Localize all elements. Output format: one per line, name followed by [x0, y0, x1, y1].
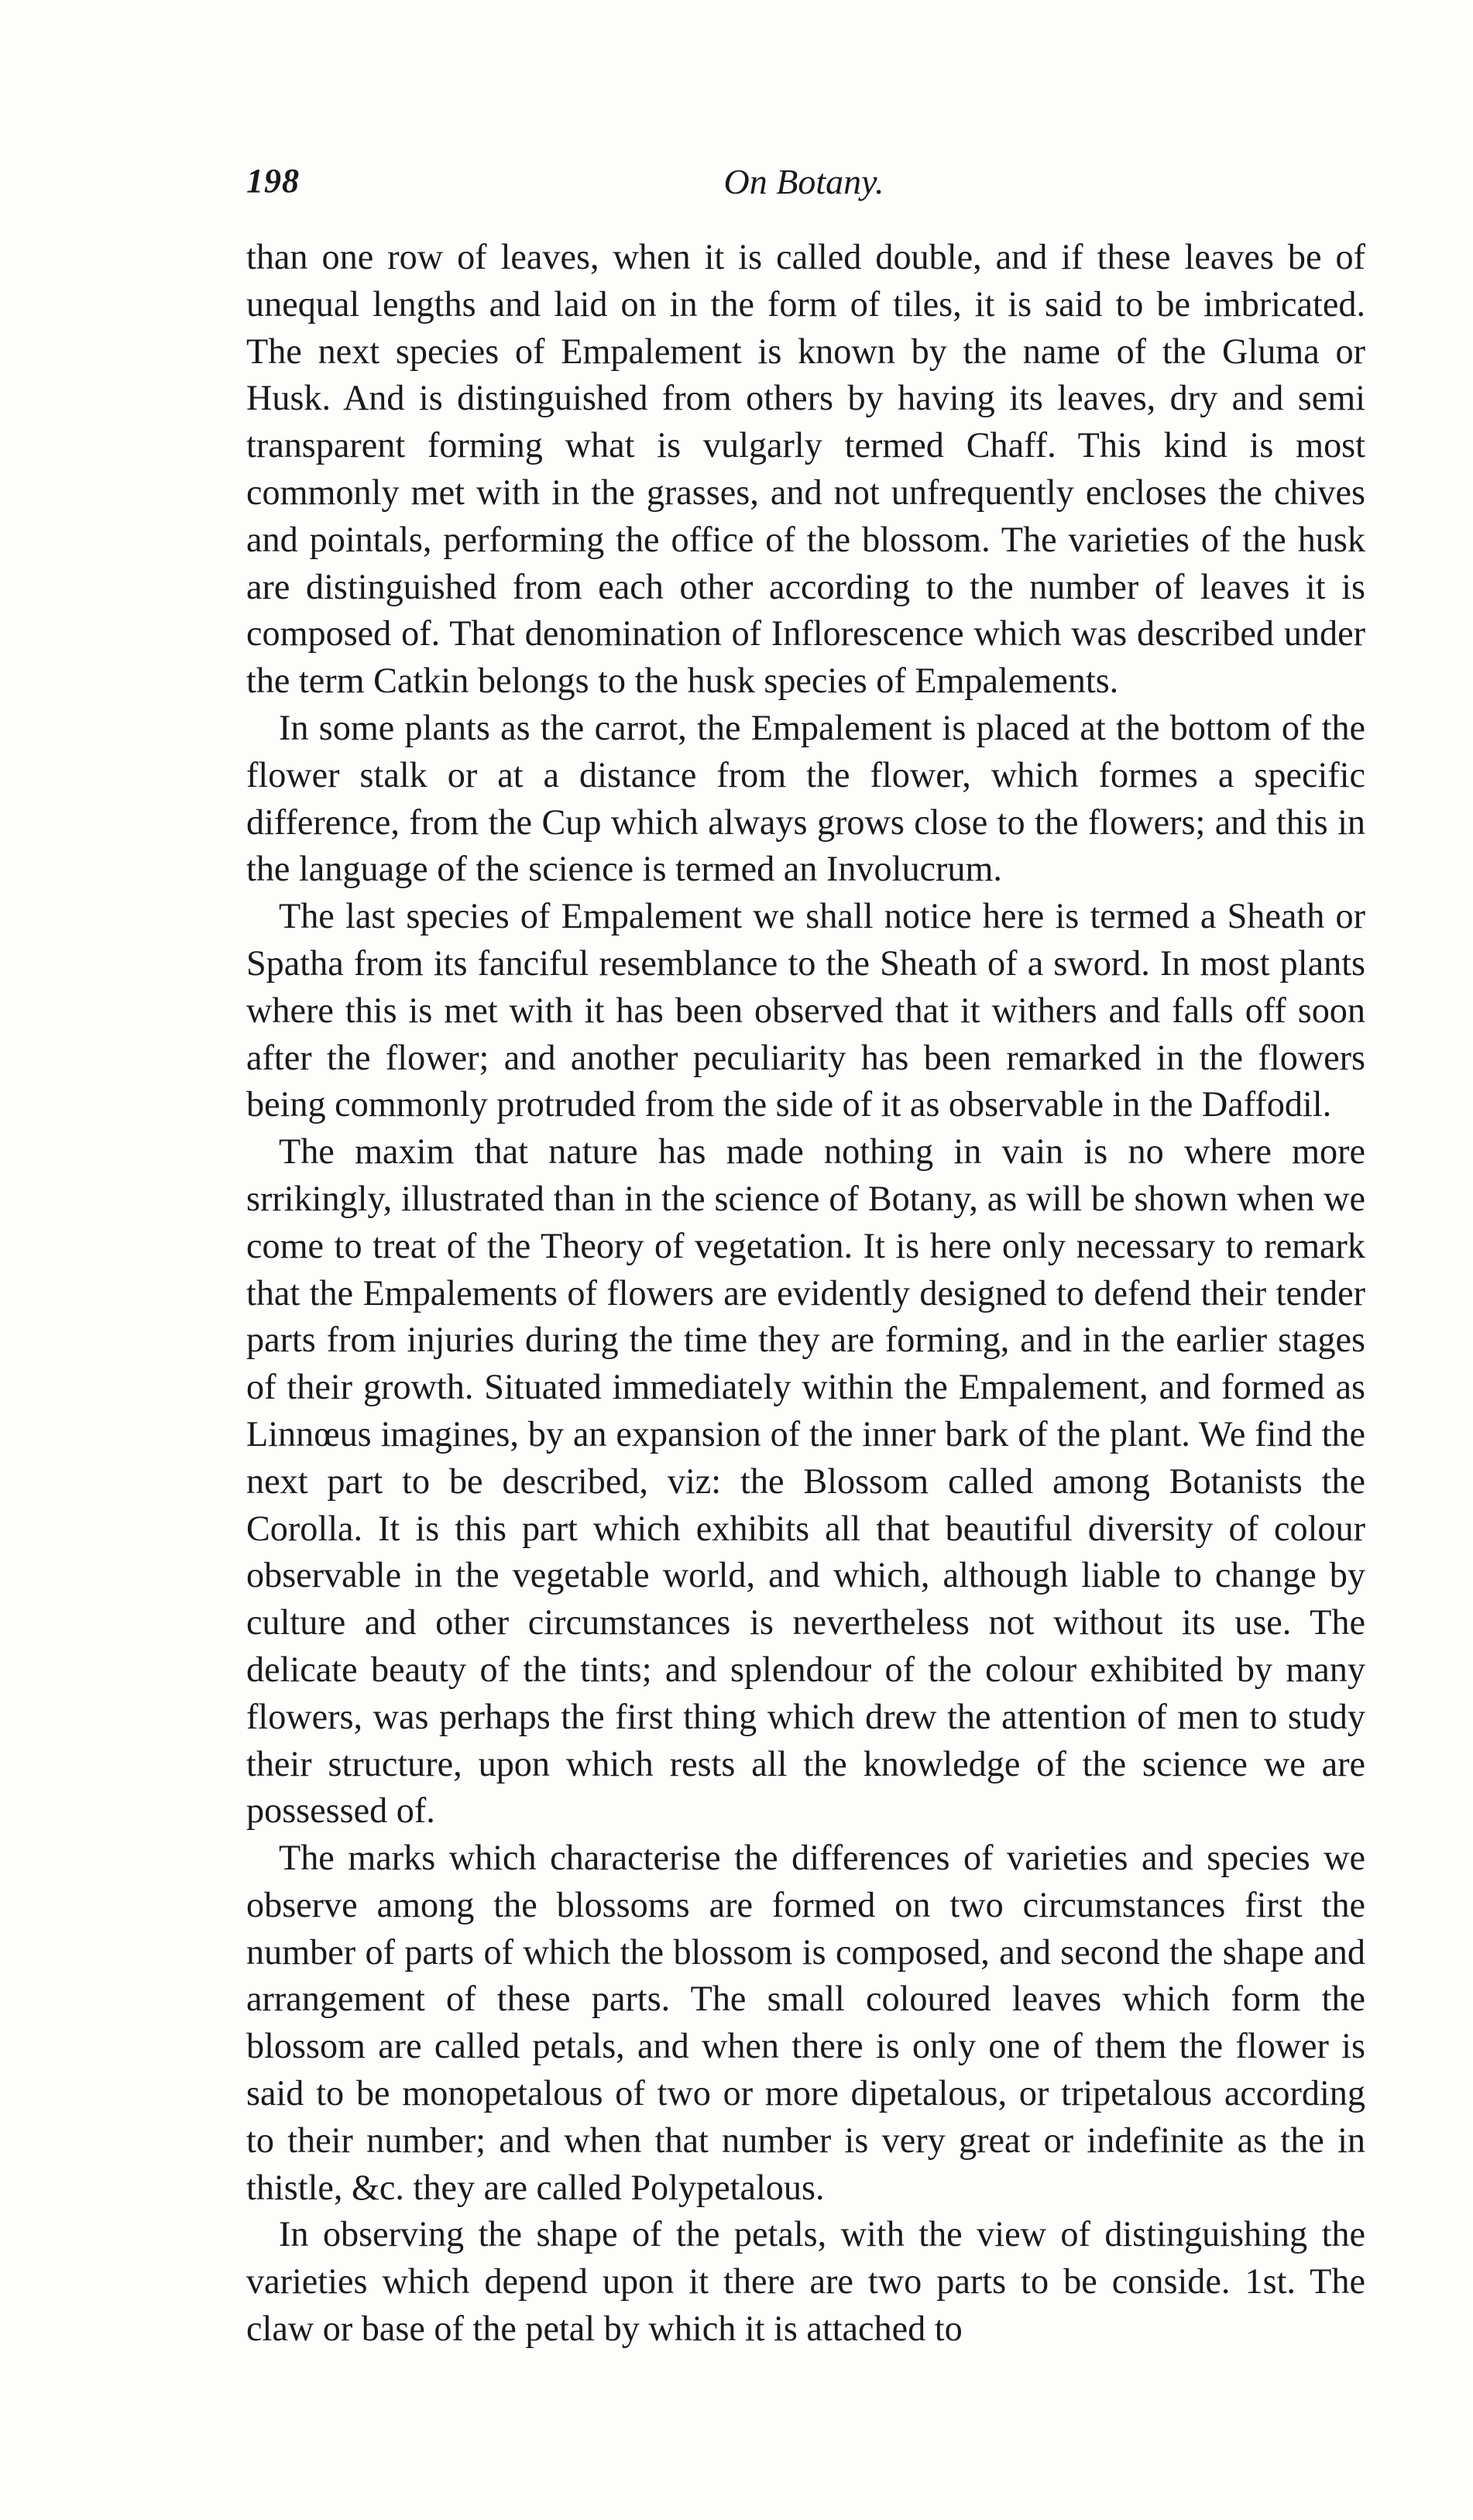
- page-number: 198: [246, 162, 300, 200]
- body-text: [246, 234, 1365, 2353]
- running-title: On Botany.: [723, 162, 884, 201]
- paragraph: than one row of leaves, when it is called double, and if these leaves be of unequal lengths and laid on in the form of tiles, it is said to be imbricated. The next species of Empalement is known by the name of the Gluma or Husk. And is distinguished from others by having its leaves, dry and semi transparent forming what is vulgarly termed Chaff. This kind is most commonly met with in the grasses, and not unfrequently encloses the chives and pointals, performing the office of the blossom. The varieties of the husk are distinguished from each other according to the number of leaves it is composed of. That denomination of Inflorescence which was described under the term Catkin belongs to the husk species of Empalements.: [246, 237, 1365, 701]
- paragraph: In some plants as the carrot, the Empalement is placed at the bottom of the flower stalk or at a distance from the flower, which formes a specific difference, from the Cup which always grows close to the flowers; and this in the language of the science is termed an Involucrum.: [246, 707, 1365, 889]
- paragraph: The maxim that nature has made nothing in vain is no where more srrikingly, illustrated than in the science of Botany, as will be shown when we come to treat of the Theory of vegetation. It is here only necessary to remark that the Empalements of flowers are evidently designed to defend their tender parts from injuries during the time they are forming, and in the earlier stages of their growth. Situated immediately within the Empalement, and formed as Linnœus imagines, by an expansion of the inner bark of the plant. We find the next part to be described, viz: the Blossom called among Botanists the Corolla. It is this part which exhibits all that beautiful diversity of colour observable in the vegetable world, and which, although liable to change by culture and other circumstances is nevertheless not without its use. The delicate beauty of the tints; and splendour of the colour exhibited by many flowers, was perhaps the first thing which drew the attention of men to study their structure, upon which rests all the knowledge of the science we are possessed of.: [246, 1131, 1365, 1831]
- paragraph: The last species of Empalement we shall notice here is termed a Sheath or Spatha from its fanciful resemblance to the Sheath of a sword. In most plants where this is met with it has been observed that it withers and falls off soon after the flower; and another peculiarity has been remarked in the flowers being commonly protruded from the side of it as observable in the Daffodil.: [246, 896, 1365, 1124]
- paragraph: In observing the shape of the petals, with the view of distinguishing the varieties which depend upon it there are two parts to be conside. 1st. The claw or base of the petal by which it is attached to: [246, 2214, 1365, 2349]
- running-head: [246, 161, 1361, 208]
- paragraph: The marks which characterise the differences of varieties and species we observe among the blossoms are formed on two circumstances first the number of parts of which the blossom is composed, and second the shape and arrangement of these parts. The small coloured leaves which form the blossom are called petals, and when there is only one of them the flower is said to be monopetalous of two or more dipetalous, or tripetalous according to their number; and when that number is very great or indefinite as the in thistle, &c. they are called Polypetalous.: [246, 1838, 1365, 2207]
